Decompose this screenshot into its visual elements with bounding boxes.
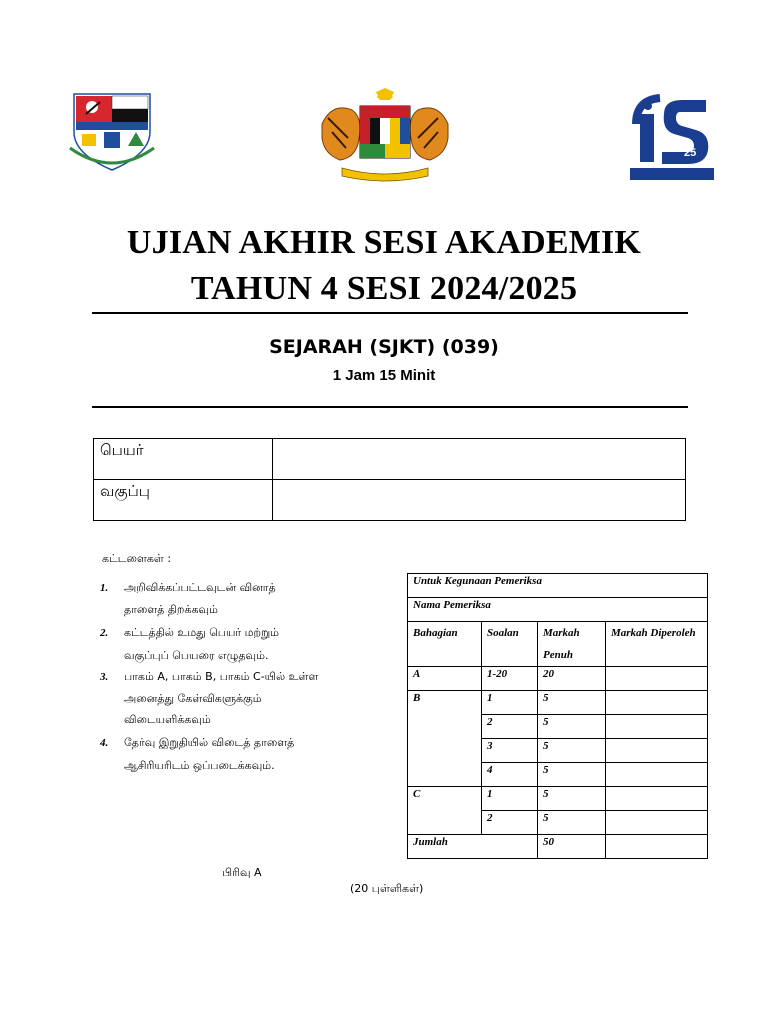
instruction-line: தேர்வு இறுதியில் விடைத் தாளைத்: [124, 736, 295, 749]
markah-diperoleh-cell[interactable]: [606, 667, 708, 691]
examiner-table-title-row: [408, 574, 708, 598]
soalan-cell: 2: [482, 811, 538, 835]
markah-penuh-cell: 5: [538, 739, 606, 763]
instruction-number: 4.: [100, 737, 109, 749]
instruction-line: அறிவிக்கப்பட்டவுடன் வினாத்: [124, 581, 276, 594]
student-name-field[interactable]: [273, 439, 686, 480]
bahagian-cell: C: [408, 787, 482, 835]
tutor-25-logo-icon: [630, 94, 714, 182]
soalan-cell: 4: [482, 763, 538, 787]
instruction-line: பாகம் A, பாகம் B, பாகம் C-யில் உள்ள: [124, 670, 319, 683]
instruction-number: 2.: [100, 627, 109, 639]
instruction-line: அனைத்து கேள்விகளுக்கும்: [124, 692, 262, 705]
instruction-line: தாளைத் திறக்கவும்: [124, 603, 218, 616]
markah-penuh-cell: 5: [538, 763, 606, 787]
table-row: [408, 787, 708, 811]
soalan-cell: 2: [482, 715, 538, 739]
examiner-table: [407, 573, 708, 859]
examiner-table-title: Untuk Kegunaan Pemeriksa: [408, 574, 708, 598]
examiner-name-row: [408, 598, 708, 622]
instruction-number: 3.: [100, 671, 109, 683]
instruction-line: வகுப்புப் பெயரை எழுதவும்.: [124, 649, 269, 662]
student-class-field[interactable]: [273, 480, 686, 521]
markah-penuh-cell: 20: [538, 667, 606, 691]
markah-diperoleh-cell[interactable]: [606, 715, 708, 739]
total-markah-diperoleh[interactable]: [606, 835, 708, 859]
markah-penuh-cell: 5: [538, 811, 606, 835]
subject-title: SEJARAH (SJKT) (039): [269, 336, 499, 358]
student-class-label: வகுப்பு: [94, 480, 273, 521]
header-soalan: Soalan: [482, 622, 538, 667]
markah-penuh-cell: 5: [538, 691, 606, 715]
section-marks: (20 புள்ளிகள்): [350, 882, 424, 895]
soalan-cell: 1-20: [482, 667, 538, 691]
header-markah-diperoleh: Markah Diperoleh: [606, 622, 708, 667]
title-divider: [92, 312, 688, 314]
instruction-number: 1.: [100, 582, 109, 594]
markah-diperoleh-cell[interactable]: [606, 811, 708, 835]
student-info-table: [93, 438, 686, 521]
instruction-line: கட்டத்தில் உமது பெயர் மற்றும்: [124, 626, 280, 639]
student-class-row: [94, 480, 686, 521]
student-name-label: பெயர்: [94, 439, 273, 480]
student-name-row: [94, 439, 686, 480]
total-markah-penuh: 50: [538, 835, 606, 859]
soalan-cell: 3: [482, 739, 538, 763]
svg-text:25: 25: [684, 147, 697, 159]
section-label: பிரிவு A: [222, 866, 262, 879]
soalan-cell: 1: [482, 691, 538, 715]
instructions-heading: கட்டளைகள் :: [102, 552, 172, 565]
subject-divider: [92, 406, 688, 408]
examiner-table-header-row: [408, 622, 708, 667]
instruction-line: விடையளிக்கவும்: [124, 713, 211, 726]
exam-title-line-2: TAHUN 4 SESI 2024/2025: [190, 270, 578, 307]
markah-penuh-cell: 5: [538, 787, 606, 811]
total-label: Jumlah: [408, 835, 538, 859]
markah-diperoleh-cell[interactable]: [606, 763, 708, 787]
bahagian-cell: A: [408, 667, 482, 691]
table-row: [408, 691, 708, 715]
header-markah-penuh: Markah Penuh: [538, 622, 606, 667]
markah-penuh-cell: 5: [538, 715, 606, 739]
soalan-cell: 1: [482, 787, 538, 811]
exam-title-line-1: UJIAN AKHIR SESI AKADEMIK: [126, 224, 642, 261]
header-bahagian: Bahagian: [408, 622, 482, 667]
examiner-name-field[interactable]: Nama Pemeriksa: [408, 598, 708, 622]
markah-diperoleh-cell[interactable]: [606, 787, 708, 811]
instruction-line: ஆசிரியரிடம் ஒப்படைக்கவும்.: [124, 759, 275, 772]
malaysia-coat-of-arms-icon: [318, 88, 452, 184]
exam-duration: 1 Jam 15 Minit: [332, 367, 436, 384]
table-row: [408, 667, 708, 691]
school-crest-icon: [66, 92, 158, 174]
total-row: [408, 835, 708, 859]
bahagian-cell: B: [408, 691, 482, 787]
markah-diperoleh-cell[interactable]: [606, 739, 708, 763]
markah-diperoleh-cell[interactable]: [606, 691, 708, 715]
